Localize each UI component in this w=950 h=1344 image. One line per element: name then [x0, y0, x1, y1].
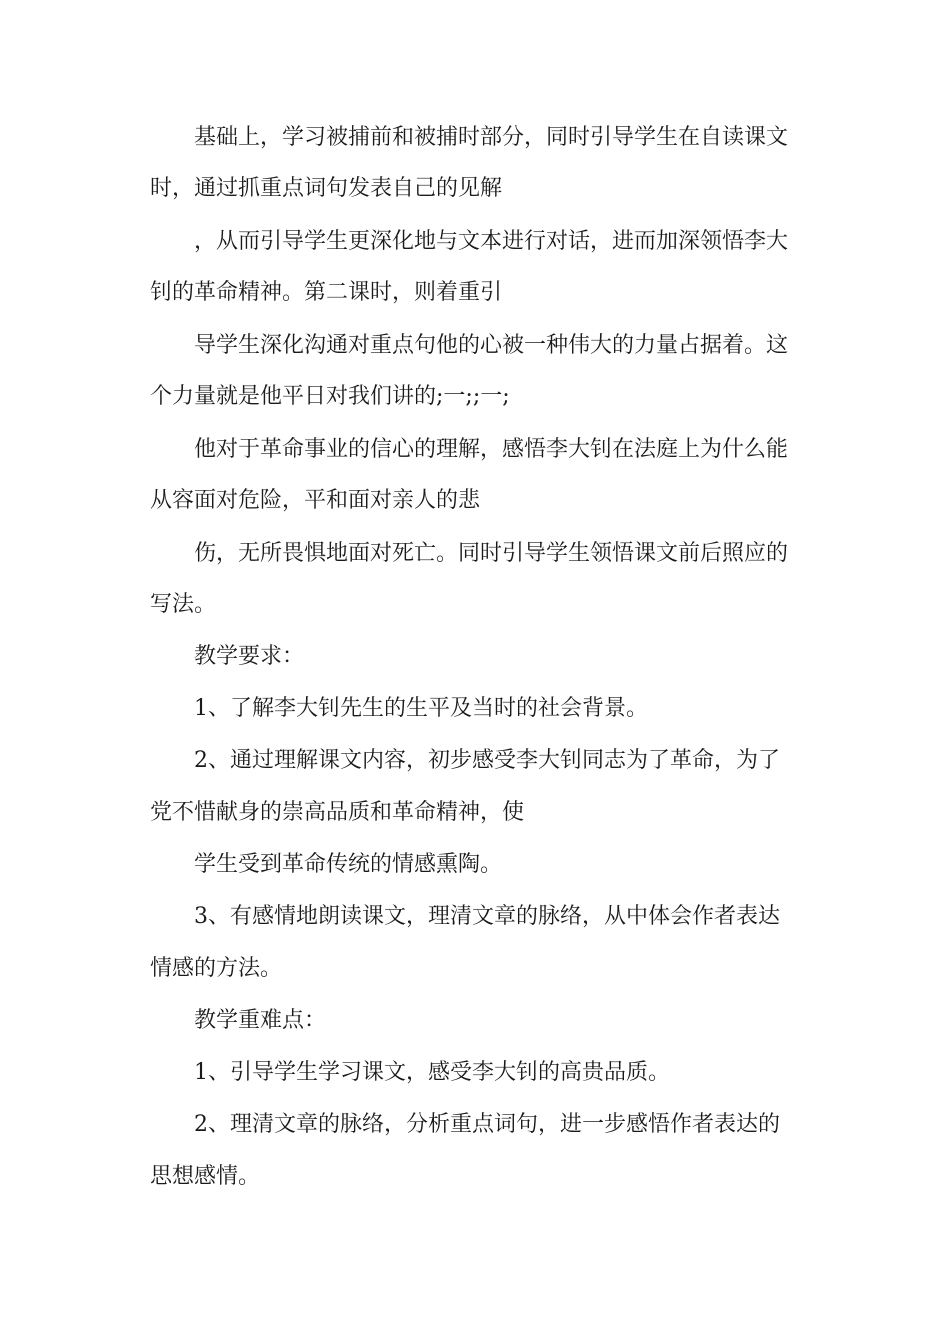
- list-item: 2、通过理解课文内容，初步感受李大钊同志为了革命，为了: [194, 748, 780, 773]
- text-line: 思想感情。: [150, 1164, 261, 1189]
- text-line: 党不惜献身的崇高品质和革命精神，使: [150, 800, 525, 825]
- text-line: 时，通过抓重点词句发表自己的见解: [150, 176, 503, 201]
- list-item: 1、引导学生学习课文，感受李大钊的高贵品质。: [194, 1060, 670, 1085]
- text-line: 钊的革命精神。第二课时，则着重引: [150, 280, 503, 305]
- list-item: 3、有感情地朗读课文，理清文章的脉络，从中体会作者表达: [194, 904, 780, 929]
- text-line: 从容面对危险，平和面对亲人的悲: [150, 488, 481, 513]
- section-heading: 教学重难点：: [194, 1008, 327, 1033]
- text-line: 导学生深化沟通对重点句他的心被一种伟大的力量占据着。这: [194, 333, 789, 358]
- text-line: 他对于革命事业的信心的理解，感悟李大钊在法庭上为什么能: [194, 437, 789, 462]
- text-line: ，从而引导学生更深化地与文本进行对话，进而加深领悟李大: [194, 229, 789, 254]
- text-line: 基础上，学习被捕前和被捕时部分，同时引导学生在自读课文: [194, 125, 789, 150]
- section-heading: 教学要求：: [194, 644, 305, 669]
- text-line: 学生受到革命传统的情感熏陶。: [194, 852, 503, 877]
- list-item: 1、了解李大钊先生的生平及当时的社会背景。: [194, 696, 648, 721]
- list-item: 2、理清文章的脉络，分析重点词句，进一步感悟作者表达的: [194, 1112, 780, 1137]
- text-line: 情感的方法。: [150, 956, 283, 981]
- text-line: 个力量就是他平日对我们讲的;一;;一;: [150, 384, 510, 409]
- text-line: 写法。: [150, 592, 217, 617]
- text-line: 伤，无所畏惧地面对死亡。同时引导学生领悟课文前后照应的: [194, 541, 789, 566]
